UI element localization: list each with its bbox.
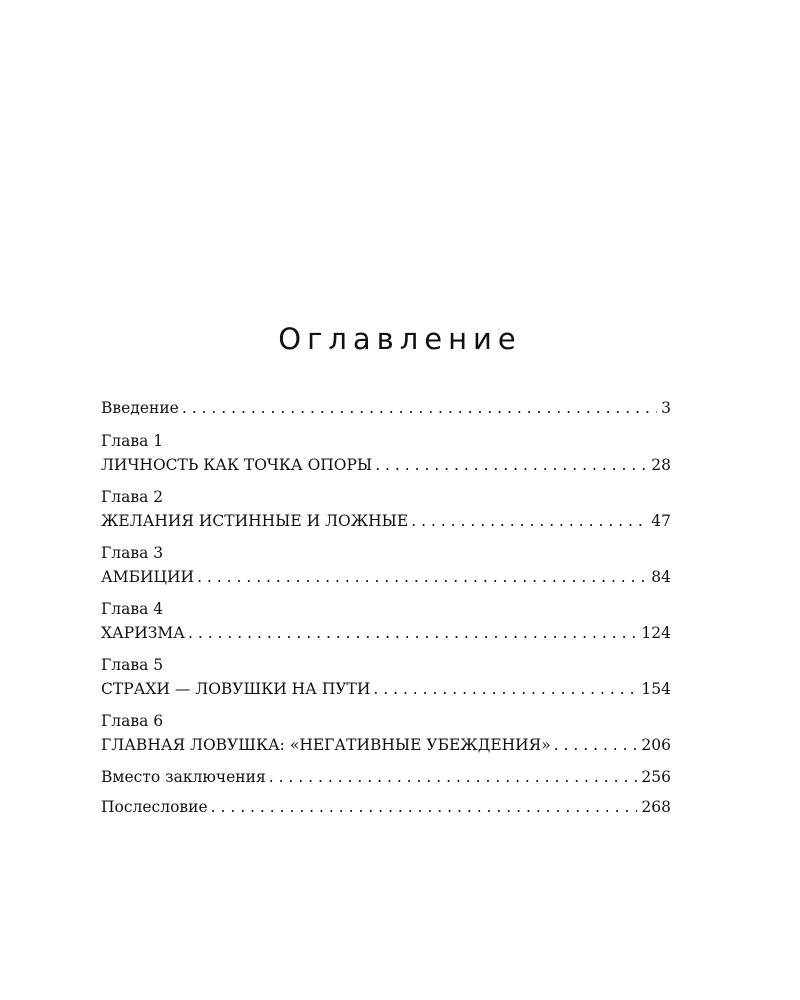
- dot-leader: [411, 509, 647, 533]
- toc-entry-chapter-2[interactable]: [101, 485, 671, 533]
- toc-line: [101, 795, 671, 819]
- dot-leader: [197, 565, 647, 589]
- toc-entry-label: ХАРИЗМА: [101, 624, 185, 642]
- chapter-label: Глава 6: [101, 712, 164, 730]
- dot-leader: [375, 453, 647, 477]
- dot-leader: [188, 621, 637, 645]
- toc-page-number: 124: [641, 624, 671, 642]
- toc-entry-chapter-4[interactable]: [101, 597, 671, 645]
- chapter-label: Глава 2: [101, 488, 164, 506]
- toc-page-number: 154: [641, 680, 671, 698]
- chapter-label: Глава 4: [101, 600, 164, 618]
- toc-entry-chapter-1[interactable]: [101, 429, 671, 477]
- toc-line: [101, 765, 671, 789]
- chapter-label: Глава 1: [101, 432, 164, 450]
- dot-leader: [554, 733, 638, 757]
- toc-line: [101, 733, 671, 757]
- dot-leader: [211, 795, 638, 819]
- dot-leader: [182, 396, 657, 420]
- toc-entry-introduction[interactable]: [101, 396, 671, 420]
- toc-line: [101, 565, 671, 589]
- toc-entry-label: ЖЕЛАНИЯ ИСТИННЫЕ И ЛОЖНЫЕ: [101, 512, 409, 530]
- toc-page-number: 47: [651, 512, 671, 530]
- toc-entry-label: АМБИЦИИ: [101, 568, 195, 586]
- toc-entry-chapter-6[interactable]: [101, 709, 671, 757]
- toc-page-number: 28: [651, 456, 671, 474]
- toc-title: Оглавление: [278, 322, 522, 356]
- toc-entry-chapter-3[interactable]: [101, 541, 671, 589]
- toc-entry-label: ЛИЧНОСТЬ КАК ТОЧКА ОПОРЫ: [101, 456, 373, 474]
- toc-line: [101, 621, 671, 645]
- toc-line: [101, 509, 671, 533]
- toc-entry-label: Послесловие: [101, 798, 208, 816]
- toc-page-number: 256: [641, 768, 671, 786]
- toc-page-number: 84: [651, 568, 671, 586]
- toc-page-number: 268: [641, 798, 671, 816]
- toc-entry-label: Вместо заключения: [101, 768, 266, 786]
- dot-leader: [269, 765, 638, 789]
- chapter-label: Глава 5: [101, 656, 164, 674]
- toc-line: [101, 396, 671, 420]
- table-of-contents: [101, 396, 671, 825]
- toc-page-number: 206: [641, 736, 671, 754]
- toc-entry-afterword[interactable]: [101, 795, 671, 819]
- toc-entry-label: Введение: [101, 399, 179, 417]
- dot-leader: [373, 677, 637, 701]
- chapter-label: Глава 3: [101, 544, 164, 562]
- toc-entry-conclusion[interactable]: [101, 765, 671, 789]
- toc-page-number: 3: [661, 399, 671, 417]
- toc-entry-label: СТРАХИ — ЛОВУШКИ НА ПУТИ: [101, 680, 371, 698]
- toc-line: [101, 677, 671, 701]
- toc-entry-label: ГЛАВНАЯ ЛОВУШКА: «НЕГАТИВНЫЕ УБЕЖДЕНИЯ»: [101, 736, 551, 754]
- toc-entry-chapter-5[interactable]: [101, 653, 671, 701]
- toc-line: [101, 453, 671, 477]
